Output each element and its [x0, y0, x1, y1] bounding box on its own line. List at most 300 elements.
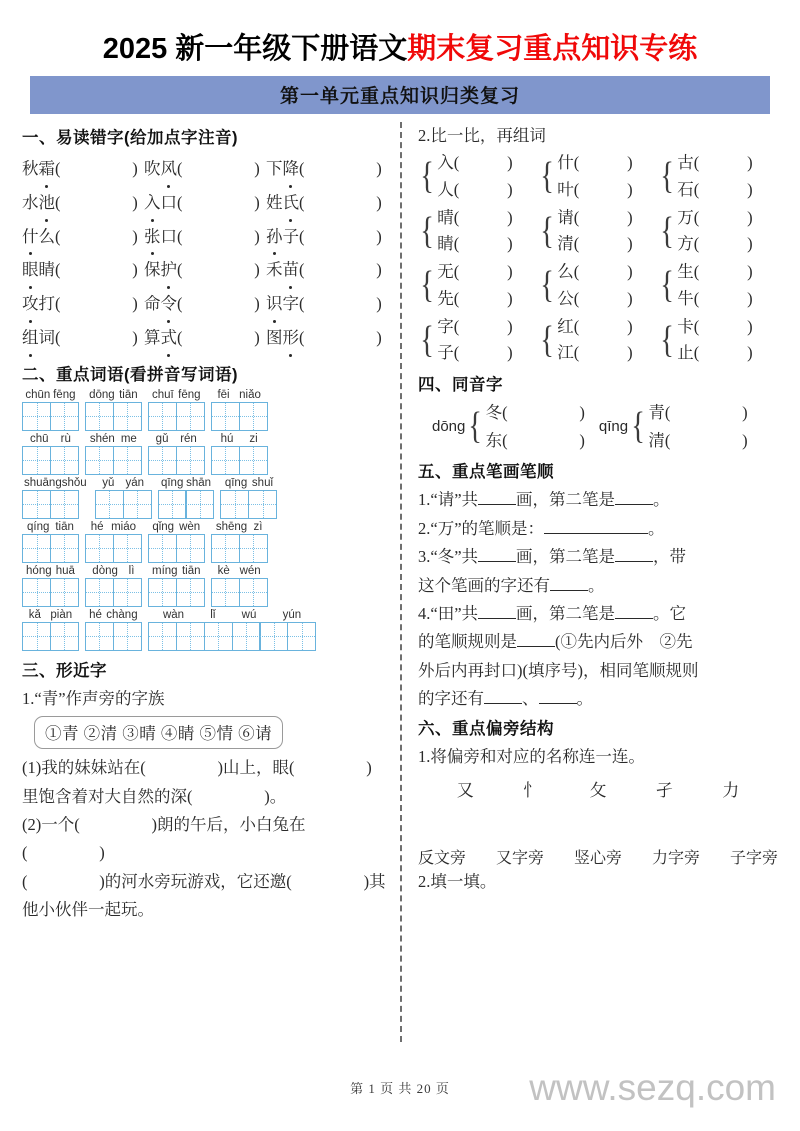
yd-pre: 保: [143, 260, 161, 280]
tianzige-cell[interactable]: [22, 578, 51, 607]
tianzige-cell[interactable]: [148, 578, 177, 607]
tianzige-box[interactable]: [148, 534, 205, 563]
tianzige-cell[interactable]: [22, 402, 51, 431]
blank-paren[interactable]: [508, 431, 580, 450]
dotted-char: 护: [160, 253, 177, 287]
blank-paren[interactable]: [699, 234, 747, 253]
tianzige-cell[interactable]: [85, 402, 114, 431]
radical-glyph[interactable]: 孑: [655, 780, 673, 800]
tianzige-box[interactable]: [211, 578, 268, 607]
pinyin-text: [211, 565, 268, 578]
answer-blank[interactable]: [615, 618, 653, 619]
blank-paren[interactable]: [579, 208, 627, 227]
blank-paren[interactable]: [182, 294, 254, 313]
blank-paren[interactable]: [699, 343, 747, 362]
section5-q3: [418, 543, 778, 571]
tianzige-cell[interactable]: [113, 578, 142, 607]
pinyin-syllable: hóng: [26, 564, 52, 577]
pinyin-syllable: rù: [60, 432, 71, 445]
dotted-char: 入: [144, 186, 161, 220]
brace-icon: {: [540, 209, 554, 252]
tianzige-cell[interactable]: [95, 490, 124, 519]
radical-glyph[interactable]: 攵: [589, 780, 607, 800]
blank-paren[interactable]: [459, 317, 507, 336]
answer-blank[interactable]: [484, 703, 522, 704]
page-title: [0, 0, 800, 66]
yd-row: [22, 287, 388, 321]
blank-paren[interactable]: [28, 843, 100, 862]
pinyin-word-group: [85, 565, 142, 607]
yd-item: [22, 186, 144, 220]
compare-top: 生(: [677, 262, 700, 282]
close-paren: ): [132, 192, 138, 212]
blank-paren[interactable]: [459, 262, 507, 281]
dotted-char: 形: [282, 321, 299, 355]
blank-paren[interactable]: [182, 328, 254, 347]
blank-paren[interactable]: [699, 208, 747, 227]
blank-paren[interactable]: [699, 153, 747, 172]
pinyin-text: [95, 477, 152, 490]
s3-s1-a: (1)我的妹妹站在(: [22, 758, 146, 778]
radical-name[interactable]: 子字旁: [729, 849, 778, 867]
pinyin-syllable: qīng: [224, 476, 248, 489]
blank-paren[interactable]: [304, 260, 376, 279]
tianzige-box[interactable]: [158, 490, 215, 519]
compare-words-grid: [418, 150, 778, 367]
pinyin-syllable: dòng: [92, 564, 118, 577]
pinyin-word-group: [85, 389, 142, 431]
pinyin-text: [85, 389, 142, 402]
blank-paren[interactable]: [579, 262, 627, 281]
tianzige-cell[interactable]: [211, 402, 240, 431]
tianzige-box[interactable]: [211, 534, 268, 563]
blank-paren[interactable]: [61, 193, 133, 212]
radical-name[interactable]: 竖心旁: [573, 849, 622, 867]
tianzige-box[interactable]: [85, 578, 142, 607]
homophone-row: [418, 399, 778, 454]
tianzige-cell[interactable]: [176, 446, 205, 475]
yd-post: (: [55, 192, 61, 212]
s5-q4-e: (①先内后外 ②先: [555, 632, 693, 652]
page-footer: 第 1 页 共 20 页: [350, 1081, 450, 1096]
tianzige-cell[interactable]: [239, 402, 268, 431]
blank-paren[interactable]: [304, 227, 376, 246]
pinyin-syllable: chū: [30, 432, 49, 445]
s5-q4-b: 画，第二笔是: [516, 603, 616, 623]
compare-top: 入(: [437, 153, 460, 173]
blank-paren[interactable]: [61, 328, 133, 347]
blank-paren[interactable]: [699, 317, 747, 336]
yd-post: 词(: [38, 327, 61, 347]
blank-paren[interactable]: [670, 403, 742, 422]
compare-top: 晴(: [437, 207, 460, 227]
blank-paren[interactable]: [459, 208, 507, 227]
close-paren-bottom: ): [507, 288, 513, 308]
s5-q2-a: 2.“万”的笔顺是：: [418, 518, 545, 538]
compare-bottom: 清(: [557, 234, 580, 254]
tianzige-cell[interactable]: [287, 622, 316, 651]
s3-s2-b: )。: [264, 786, 287, 806]
yd-item: [266, 186, 388, 220]
compare-row: [418, 314, 778, 367]
tianzige-cell[interactable]: [239, 446, 268, 475]
tianzige-cell[interactable]: [148, 622, 177, 651]
section1-grid: [22, 152, 388, 355]
close-paren: ): [254, 192, 260, 212]
compare-pair: [658, 259, 778, 312]
radical-glyph[interactable]: 力: [722, 780, 740, 800]
s5-q3-b: 画，第二笔是: [516, 547, 616, 567]
brace-icon: {: [420, 264, 434, 307]
tianzige-cell[interactable]: [123, 490, 152, 519]
tianzige-box[interactable]: [211, 446, 268, 475]
tianzige-cell[interactable]: [113, 622, 142, 651]
tianzige-cell[interactable]: [185, 490, 214, 519]
blank-paren[interactable]: [670, 431, 742, 450]
pinyin-syllable: shēng: [215, 520, 248, 533]
tianzige-box[interactable]: [148, 446, 205, 475]
compare-top: 无(: [437, 262, 460, 282]
dotted-char: 降: [282, 152, 299, 186]
dotted-char: 识: [266, 287, 283, 321]
s5-q3-d: 这个笔画的字还有: [418, 575, 550, 595]
blank-paren[interactable]: [304, 159, 376, 178]
yd-item: [266, 220, 388, 254]
tianzige-box[interactable]: [220, 490, 277, 519]
yd-post: 打(: [38, 294, 61, 314]
tianzige-cell[interactable]: [148, 402, 177, 431]
tianzige-cell[interactable]: [148, 534, 177, 563]
yd-item: [266, 287, 388, 321]
blank-paren[interactable]: [459, 234, 507, 253]
answer-blank[interactable]: [478, 618, 516, 619]
pinyin-syllable: tiān: [181, 564, 201, 577]
blank-paren[interactable]: [182, 193, 254, 212]
yd-post: 口(: [160, 192, 183, 212]
tianzige-cell[interactable]: [113, 446, 142, 475]
blank-paren[interactable]: [508, 403, 580, 422]
s5-q3-e: 。: [588, 575, 605, 595]
tianzige-cell[interactable]: [211, 446, 240, 475]
answer-blank[interactable]: [539, 703, 577, 704]
pinyin-word-group: [211, 389, 268, 431]
blank-paren[interactable]: [61, 159, 133, 178]
pinyin-syllable: qíng: [26, 520, 50, 533]
pinyin-syllable: kè: [217, 564, 230, 577]
tianzige-box[interactable]: [85, 446, 142, 475]
blank-paren[interactable]: [459, 289, 507, 308]
radical-name[interactable]: 力字旁: [651, 849, 700, 867]
pinyin-syllable: miáo: [111, 520, 136, 533]
blank-paren[interactable]: [699, 289, 747, 308]
blank-paren[interactable]: [459, 343, 507, 362]
tianzige-cell[interactable]: [85, 622, 114, 651]
close-paren: ): [132, 327, 138, 347]
homophone-pinyin: dōng: [432, 418, 466, 436]
yd-post: (: [55, 158, 61, 178]
blank-paren[interactable]: [304, 193, 376, 212]
pinyin-row: [22, 477, 388, 519]
compare-words: [437, 314, 512, 367]
pinyin-syllable: wàn: [162, 608, 185, 621]
close-paren-top: ): [747, 153, 753, 173]
pinyin-text: [22, 609, 79, 622]
section3-sentence2: [22, 783, 388, 811]
compare-pair: [418, 205, 538, 258]
yd-item: [144, 186, 266, 220]
close-paren: ): [376, 294, 382, 314]
pinyin-syllable: míng: [152, 564, 178, 577]
pinyin-syllable: wén: [239, 564, 261, 577]
yd-pre: 姓: [265, 192, 283, 212]
close-paren: ): [376, 327, 382, 347]
close-paren-top: ): [507, 207, 513, 227]
tianzige-cell[interactable]: [113, 534, 142, 563]
yd-pre: 水: [22, 192, 39, 212]
tianzige-cell[interactable]: [176, 402, 205, 431]
tianzige-box[interactable]: [148, 402, 205, 431]
tianzige-cell[interactable]: [158, 490, 187, 519]
yd-row: [22, 321, 388, 355]
section3-q1-label: 1.“青”作声旁的字族: [22, 688, 165, 708]
blank-paren[interactable]: [459, 180, 507, 199]
blank-paren[interactable]: [292, 872, 364, 891]
pinyin-syllable: hé: [90, 520, 104, 533]
compare-top: 什(: [557, 153, 580, 173]
answer-blank[interactable]: [550, 590, 588, 591]
tianzige-cell[interactable]: [50, 402, 79, 431]
pinyin-text: [85, 521, 142, 534]
answer-blank[interactable]: [544, 533, 648, 534]
pinyin-text: [85, 565, 142, 578]
blank-paren[interactable]: [459, 153, 507, 172]
pinyin-text: [148, 521, 205, 534]
tianzige-box[interactable]: [85, 402, 142, 431]
pinyin-row: [22, 521, 388, 563]
tianzige-cell[interactable]: [248, 490, 277, 519]
pinyin-syllable: niǎo: [239, 388, 261, 401]
compare-pair: [538, 205, 658, 258]
pinyin-syllable: lǐ: [210, 608, 216, 621]
pinyin-syllable: tiān: [55, 520, 74, 533]
section3-sentence3: [22, 811, 388, 868]
tianzige-cell[interactable]: [22, 534, 51, 563]
blank-paren[interactable]: [80, 815, 152, 834]
answer-blank[interactable]: [615, 504, 653, 505]
yd-pre: 算: [143, 327, 161, 347]
page-title-black: 2025 新一年级下册语文: [102, 33, 408, 65]
close-paren: ): [254, 260, 260, 280]
pinyin-word-group: [22, 433, 79, 475]
blank-paren[interactable]: [28, 872, 100, 891]
pinyin-word-group: [148, 389, 205, 431]
pinyin-text: [211, 521, 268, 534]
tianzige-cell[interactable]: [50, 534, 79, 563]
s3-s4-b: )的河水旁玩游戏，它还邀(: [99, 871, 292, 891]
tianzige-cell[interactable]: [22, 446, 51, 475]
tianzige-cell[interactable]: [204, 622, 233, 651]
blank-paren[interactable]: [579, 153, 627, 172]
tianzige-cell[interactable]: [211, 578, 240, 607]
pinyin-text: [211, 433, 268, 446]
pinyin-word-group: [148, 433, 205, 475]
tianzige-cell[interactable]: [176, 622, 205, 651]
compare-pair: [538, 150, 658, 203]
dotted-char: 氏: [282, 186, 299, 220]
s3-s1-b: )山上，眼(: [217, 758, 295, 778]
tianzige-cell[interactable]: [50, 490, 79, 519]
pinyin-syllable: hú: [220, 432, 234, 445]
compare-bottom: 子(: [437, 343, 460, 363]
homophone-bottom: 清(: [648, 430, 671, 450]
close-paren-top: ): [627, 153, 633, 173]
tianzige-cell[interactable]: [148, 446, 177, 475]
tianzige-cell[interactable]: [176, 578, 205, 607]
tianzige-cell[interactable]: [22, 622, 51, 651]
tianzige-box[interactable]: [22, 402, 79, 431]
pinyin-word-group: [22, 609, 79, 651]
blank-paren[interactable]: [579, 234, 627, 253]
pinyin-row: [22, 609, 388, 651]
answer-blank[interactable]: [517, 646, 555, 647]
homophone-pinyin: qīng: [598, 418, 629, 436]
tianzige-cell[interactable]: [259, 622, 288, 651]
pinyin-syllable: wú: [241, 608, 257, 621]
close-paren-top: ): [627, 316, 633, 336]
compare-pair: [418, 259, 538, 312]
pinyin-text: [148, 389, 205, 402]
yd-item: [22, 253, 144, 287]
radical-glyph[interactable]: 忄: [523, 780, 541, 800]
tianzige-cell[interactable]: [239, 534, 268, 563]
compare-words: [677, 259, 752, 312]
blank-paren[interactable]: [579, 343, 627, 362]
close-paren-bottom: ): [747, 179, 753, 199]
homophone-words: [486, 399, 585, 454]
blank-paren[interactable]: [579, 289, 627, 308]
close-paren: ): [132, 294, 138, 314]
close-paren-top: ): [747, 316, 753, 336]
dotted-char: 什: [22, 220, 39, 254]
blank-paren[interactable]: [579, 317, 627, 336]
tianzige-cell[interactable]: [232, 622, 261, 651]
blank-paren[interactable]: [182, 159, 254, 178]
blank-paren[interactable]: [193, 787, 265, 806]
compare-top: 卡(: [677, 316, 700, 336]
left-column: [22, 122, 400, 1042]
tianzige-cell[interactable]: [220, 490, 249, 519]
s5-q4-d: 的笔顺规则是: [418, 632, 517, 652]
pinyin-word-group: [148, 609, 317, 651]
answer-blank[interactable]: [478, 561, 516, 562]
tianzige-cell[interactable]: [85, 446, 114, 475]
tianzige-box[interactable]: [148, 622, 317, 651]
blank-paren[interactable]: [579, 180, 627, 199]
yd-item: [144, 321, 266, 355]
tianzige-cell[interactable]: [50, 578, 79, 607]
tianzige-box[interactable]: [22, 578, 79, 607]
tianzige-box[interactable]: [95, 490, 152, 519]
tianzige-cell[interactable]: [85, 534, 114, 563]
tianzige-box[interactable]: [85, 622, 142, 651]
pinyin-text: [148, 565, 205, 578]
radical-name[interactable]: 又字旁: [495, 849, 544, 867]
blank-paren[interactable]: [61, 294, 133, 313]
tianzige-box[interactable]: [22, 534, 79, 563]
tianzige-cell[interactable]: [176, 534, 205, 563]
tianzige-box[interactable]: [85, 534, 142, 563]
tianzige-box[interactable]: [22, 622, 79, 651]
tianzige-box[interactable]: [211, 402, 268, 431]
section6-q2-label: 2.填一填。: [418, 871, 497, 891]
blank-paren[interactable]: [182, 260, 254, 279]
blank-paren[interactable]: [146, 758, 218, 777]
blank-paren[interactable]: [699, 262, 747, 281]
tianzige-cell[interactable]: [239, 578, 268, 607]
answer-blank[interactable]: [615, 561, 653, 562]
close-paren-top: ): [627, 207, 633, 227]
s5-q3-a: 3.“冬”共: [418, 547, 479, 567]
dotted-char: 组: [22, 321, 39, 355]
tianzige-cell[interactable]: [211, 534, 240, 563]
blank-paren[interactable]: [295, 758, 367, 777]
close-paren-bottom: ): [579, 430, 585, 450]
tianzige-cell[interactable]: [50, 446, 79, 475]
pinyin-word-group: [220, 477, 277, 519]
yd-post: (: [298, 192, 305, 212]
pinyin-text: [220, 477, 277, 490]
tianzige-box[interactable]: [148, 578, 205, 607]
tianzige-cell[interactable]: [50, 622, 79, 651]
tianzige-cell[interactable]: [22, 490, 51, 519]
dotted-char: 苗: [282, 253, 299, 287]
pinyin-word-group: [85, 433, 142, 475]
pinyin-text: [22, 477, 89, 490]
yd-row: [22, 152, 388, 186]
section6-q1-label: 1.将偏旁和对应的名称连一连。: [418, 747, 645, 767]
tianzige-box[interactable]: [22, 490, 89, 519]
pinyin-text: [22, 521, 79, 534]
compare-top: 红(: [557, 316, 580, 336]
pinyin-syllable: shān: [186, 476, 212, 489]
blank-paren[interactable]: [61, 227, 133, 246]
blank-paren[interactable]: [304, 328, 376, 347]
close-paren-bottom: ): [627, 288, 633, 308]
s5-q2-b: 。: [648, 518, 665, 538]
section5-q4: [418, 600, 778, 628]
blank-paren[interactable]: [61, 260, 133, 279]
answer-blank[interactable]: [478, 504, 516, 505]
blank-paren[interactable]: [304, 294, 376, 313]
blank-paren[interactable]: [699, 180, 747, 199]
pinyin-syllable: chūn: [25, 388, 51, 401]
radical-glyph[interactable]: 又: [456, 780, 474, 800]
section5-q2: [418, 515, 778, 543]
tianzige-cell[interactable]: [85, 578, 114, 607]
tianzige-box[interactable]: [22, 446, 79, 475]
s3-s2-a: 里饱含着对大自然的深(: [22, 786, 193, 806]
yd-post: 口(: [160, 226, 183, 246]
close-paren: ): [132, 226, 138, 246]
brace-icon: {: [660, 155, 674, 198]
radical-name[interactable]: 反文旁: [418, 849, 467, 867]
s5-q4-h: 、: [522, 689, 539, 709]
blank-paren[interactable]: [182, 227, 254, 246]
yd-pre: 下: [265, 158, 283, 178]
close-paren-top: ): [507, 262, 513, 282]
tianzige-cell[interactable]: [113, 402, 142, 431]
pinyin-row: [22, 389, 388, 431]
